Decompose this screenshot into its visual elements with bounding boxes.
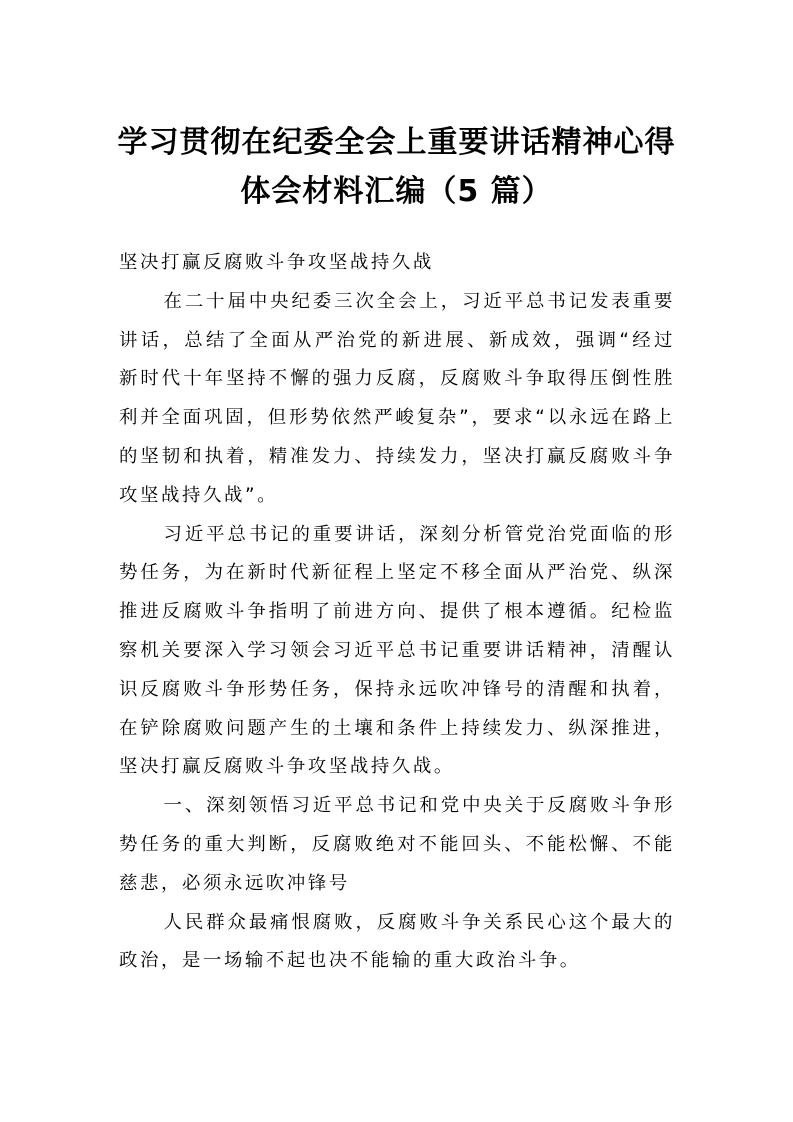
section-heading: 坚决打赢反腐败斗争攻坚战持久战: [119, 252, 434, 273]
paragraph-people: 人民群众最痛恨腐败，反腐败斗争关系民心这个最大的政治，是一场输不起也决不能输的重大政治斗争。: [119, 911, 675, 972]
document-title-line-1: 学习贯彻在纪委全会上重要讲话精神心得: [117, 125, 676, 160]
paragraph-analysis: 习近平总书记的重要讲话，深刻分析管党治党面临的形势任务，为在新时代新征程上坚定不移全面从严治党、纵深推进反腐败斗争指明了前进方向、提供了根本遵循。纪检监察机关要深入学习领会习近平总书记重要讲话精神，清醒认识反腐败斗争形势任务，保持永远吹冲锋号的清醒和执着，在铲除腐败问题产生的土壤和条件上持续发力、纵深推进，坚决打赢反腐败斗争攻坚战持久战。: [119, 523, 675, 778]
document-title-line-2: 体会材料汇编（5 篇）: [240, 174, 553, 209]
subheading-one: 一、深刻领悟习近平总书记和党中央关于反腐败斗争形势任务的重大判断，反腐败绝对不能回头、不能松懈、不能慈悲，必须永远吹冲锋号: [119, 795, 675, 894]
document-body: [119, 244, 675, 981]
paragraph-intro: 在二十届中央纪委三次全会上，习近平总书记发表重要讲话，总结了全面从严治党的新进展、新成效，强调“经过新时代十年坚持不懈的强力反腐，反腐败斗争取得压倒性胜利并全面巩固，但形势依然严峻复杂”，要求“以永远在路上的坚韧和执着，精准发力、持续发力，坚决打赢反腐败斗争攻坚战持久战”。: [119, 290, 675, 506]
